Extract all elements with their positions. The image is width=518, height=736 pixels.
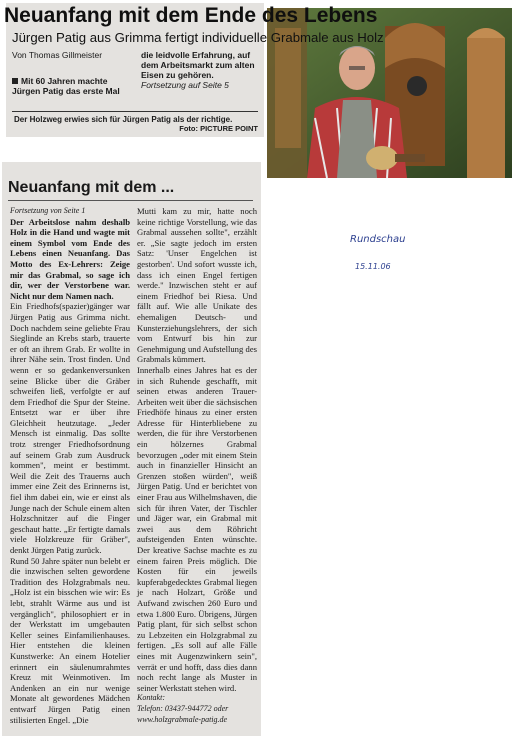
contact-phone: Telefon: 03437-944772 oder bbox=[137, 703, 229, 713]
photo-caption bbox=[14, 115, 258, 133]
handwritten-source: Rundschau bbox=[350, 234, 406, 245]
article-title: Neuanfang mit dem ... bbox=[8, 179, 253, 201]
bullet-square-icon bbox=[12, 78, 18, 84]
article-column-right bbox=[137, 206, 257, 725]
teaser-left-text: Mit 60 Jahren machte Jürgen Patig das erste Mal bbox=[12, 76, 120, 96]
article-paragraph: Ein Friedhofs(spazier)gänger war Jürgen Patig aus Grimma nicht. Doch nachdem seine geliebte Frau Sieglinde an Krebs starb, trauerte er oft an ihrem Grab. Er wollte in ihrer Nähe sein. Trost finden. Und wenn er so gedankenversunken seine Blicke über die Gräber schweifen ließ, verfolgte er auf dem Friedhof die Spur der Steine. Entsetzt war er über ihre Gleichheit heutzutage. „Jeder Mensch ist einmalig. Das sollte trotz strenger Friedhofsordnung auf seinem Grab zum Ausdruck kommen", meint er bestimmt. Weil die Zeit des Trauerns auch immer eine Zeit des Erinnerns ist, fiel ihm dabei ein, wie er einst als Junge nach der Schule einem alten Holzschnitzer auf die Finger geschaut hatte. „Er fertigte damals viele Holzkreuze für Gräber", denkt Jürgen Patig zurück. bbox=[10, 301, 130, 555]
contact-web: www.holzgrabmale-patig.de bbox=[137, 714, 228, 724]
headline: Neuanfang mit dem Ende des Lebens bbox=[4, 4, 378, 27]
caption-text: Der Holzweg erwies sich für Jürgen Patig als der richtige. bbox=[14, 115, 233, 124]
article-lead: Der Arbeitslose nahm deshalb Holz in die Hand und wagte mit einem Symbol vom Ende des Lebens einen Neuanfang. Das Motto des Ex-Lehrers: Zeige mir das Grabmal, so sage ich dir, wer der Verstorbene war. Nicht nur dem Namen nach. bbox=[10, 216, 130, 301]
article-column-left bbox=[10, 206, 130, 725]
article-paragraph: Rund 50 Jahre später nun belebt er die inzwischen selten gewordene Tradition des Holzgrabmals neu. „Holz ist ein bisschen wie wir: Es lebt, strahlt Wärme aus und ist vergänglich", philosophiert er in der Werkstatt im umgebauten Keller seines Einfamilienhauses. Hier entstehen die kleinen Kunstwerke: An einem Hotelier erinnert ein säulenumrahmtes Kreuz mit Weinmotiven. Im Andenken an ein nur wenige Monate alt gewordenes Mädchen entwarf Jürgen Patig einen stilisierten Engel. „Die bbox=[10, 555, 130, 725]
handwritten-date: 15.11.06 bbox=[355, 262, 391, 271]
photo-credit: Foto: PICTURE POINT bbox=[179, 124, 258, 133]
teaser-continued: Fortsetzung auf Seite 5 bbox=[141, 80, 229, 90]
teaser-left bbox=[12, 76, 132, 96]
continued-from: Fortsetzung von Seite 1 bbox=[10, 206, 86, 215]
article-paragraph: Innerhalb eines Jahres hat es der in sich Ruhende geschafft, mit seinen etwas anderen Trauer-Arbeiten weit über die sächsischen Friedhöfe hinaus zu einer ersten Adresse für Hinterbliebene zu werden, die für ihre Verstorbenen ein hölzernes Grabmal bevorzugen „oder mit einem Stein auch in finanzieller Hinsicht an Grenzen stoßen würden", weiß Jürgen Patig. Und er berichtet von einer Frau aus Wilhelmshaven, die sich für ihren Vater, der Tischler und Jäger war, ein Grabmal mit zwei aus dem Röhricht aufsteigenden Enten wünschte. Der kreative Sachse machte es zu einem fairen Preis möglich. Die Kosten für ein jeweils kupferabgedecktes Grabmal liegen je nach Holzart, Größe und Aufwand zwischen 260 Euro und etwa 1.800 Euro. Übrigens, Jürgen Patig plant, für sich selbst schon zu Lebzeiten ein Holzgrabmal zu fertigen. „Es soll auf alle Fälle eines mit Augenzwinkern sein", verrät er und hofft, dass dies dann noch recht lange als Muster in seiner Werkstatt stehen wird. bbox=[137, 364, 257, 693]
caption-divider bbox=[12, 111, 258, 112]
teaser-right-text: die leidvolle Erfahrung, auf dem Arbeitsmarkt zum alten Eisen zu gehören. bbox=[141, 50, 255, 80]
contact-label: Kontakt: bbox=[137, 693, 165, 703]
subheadline: Jürgen Patig aus Grimma fertigt individuelle Grabmale aus Holz bbox=[12, 30, 384, 45]
article-paragraph: Mutti kam zu mir, hatte noch keine richtige Vorstellung, wie das Grabmal aussehen sollte", erzählt er. „Sie sagte jedoch im ersten Satz: 'Unser Engelchen ist gestorben'. Und sofort wusste ich, dass ich einen Engel fertigen werde." Inzwischen steht er auf einem Friedhof bei Riesa. Und fällt auf. Wie alle Unikate des ehemaligen Deutsch- und Kunsterziehungslehrers, der sich vom Entwurf bis hin zur Genehmigung und Aufstellung des Grabmals kümmert. bbox=[137, 206, 257, 365]
byline: Von Thomas Gillmeister bbox=[12, 50, 103, 60]
teaser-right bbox=[141, 50, 261, 90]
